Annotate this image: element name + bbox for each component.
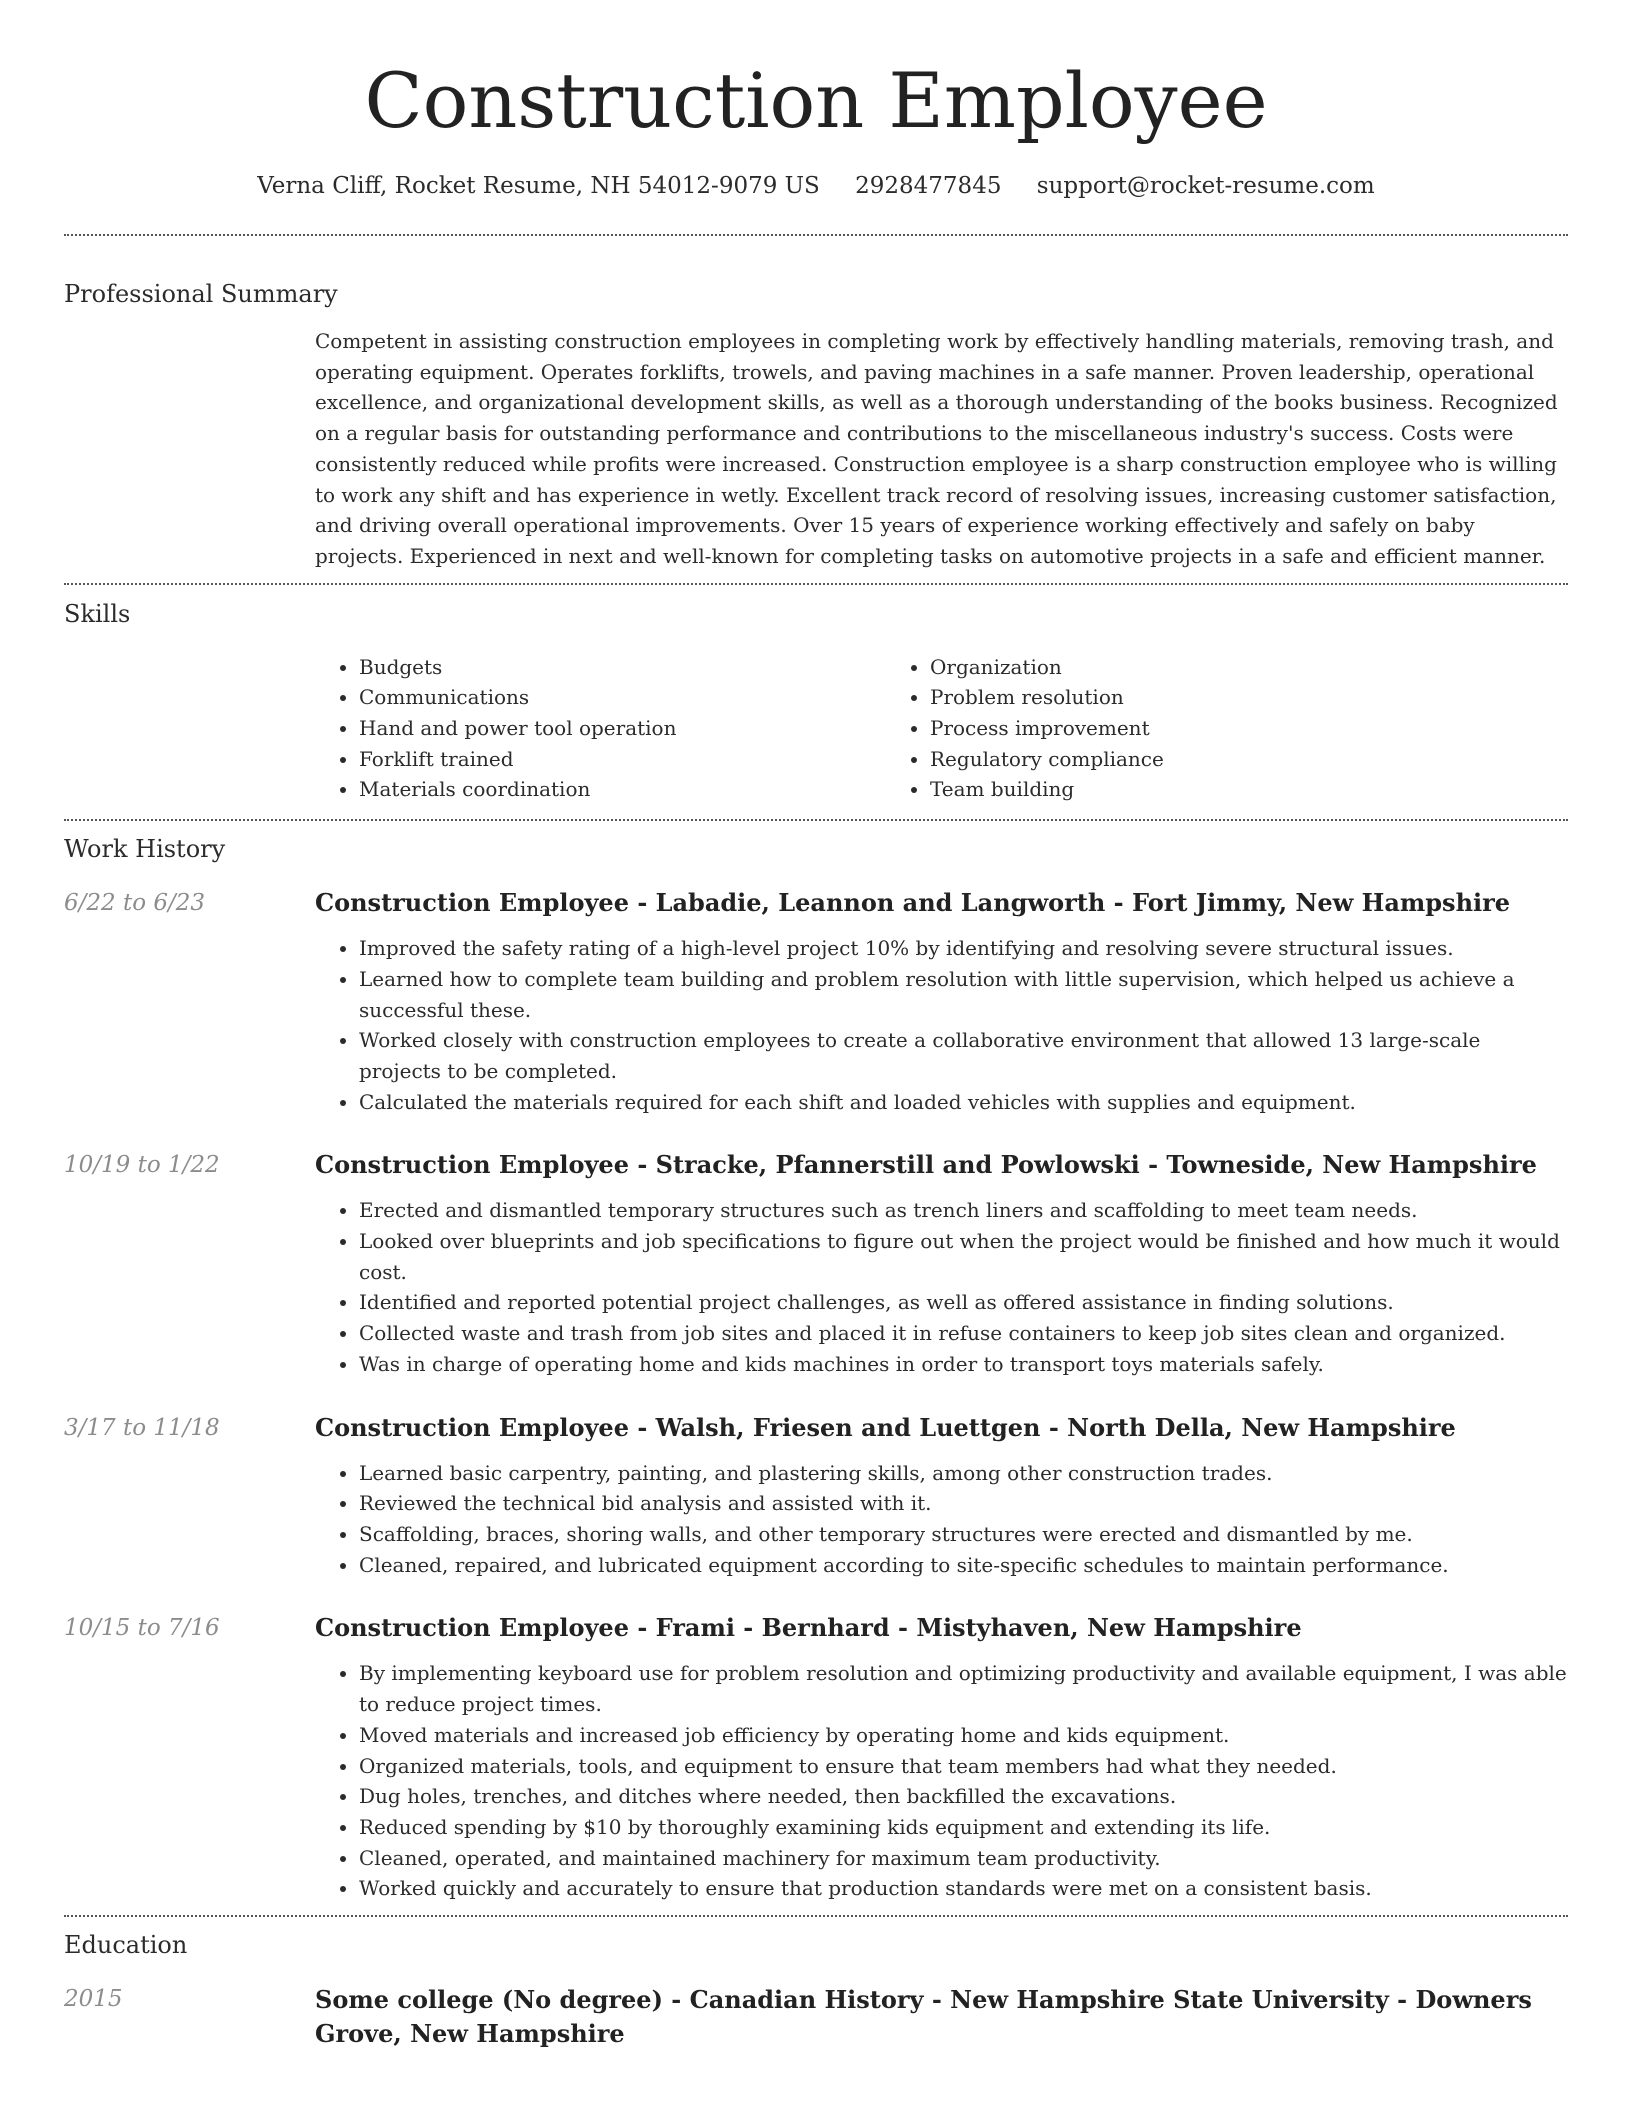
job-bullet: • Worked quickly and accurately to ensure that production standards were met on a consistent basis. xyxy=(359,1873,1568,1904)
job-bullet: • Reviewed the technical bid analysis and assisted with it. xyxy=(359,1488,1568,1519)
contact-line xyxy=(64,170,1568,202)
divider xyxy=(64,819,1568,821)
divider xyxy=(64,583,1568,585)
job-bullet: • Calculated the materials required for each shift and loaded vehicles with supplies and equipment. xyxy=(359,1087,1568,1118)
skill-item: • Regulatory compliance xyxy=(930,744,1457,775)
work-history-heading: Work History xyxy=(64,835,226,864)
job-date: 10/15 to 7/16 xyxy=(64,1615,220,1642)
job-bullets xyxy=(315,933,1568,1117)
summary-section xyxy=(64,277,1568,572)
contact-email: support@rocket-resume.com xyxy=(1036,173,1375,199)
skill-item: • Forklift trained xyxy=(359,744,886,775)
job-date: 6/22 to 6/23 xyxy=(64,890,206,917)
resume-page xyxy=(64,0,1568,2051)
job-title: Construction Employee - Labadie, Leannon and Langworth - Fort Jimmy, New Hampshire xyxy=(315,888,1511,918)
job-entry xyxy=(64,1612,1568,1904)
skill-item: • Process improvement xyxy=(930,713,1457,744)
job-bullet: • Identified and reported potential project challenges, as well as offered assistance in finding solutions. xyxy=(359,1287,1568,1318)
skill-item: • Team building xyxy=(930,774,1457,805)
skill-item: • Budgets xyxy=(359,652,886,683)
divider xyxy=(64,234,1568,236)
education-heading: Education xyxy=(64,1931,188,1960)
job-bullet: • Was in charge of operating home and kids machines in order to transport toys materials safely. xyxy=(359,1349,1568,1380)
job-bullet: • Cleaned, repaired, and lubricated equipment according to site-specific schedules to maintain performance. xyxy=(359,1550,1568,1581)
skills-heading: Skills xyxy=(64,599,131,628)
skills-section xyxy=(64,597,1568,806)
job-bullet: • Erected and dismantled temporary structures such as trench liners and scaffolding to meet team needs. xyxy=(359,1195,1568,1226)
job-bullet: • Collected waste and trash from job sites and placed it in refuse containers to keep job sites clean and organized. xyxy=(359,1318,1568,1349)
job-bullet: • Learned how to complete team building and problem resolution with little supervision, which helped us achieve a successful these. xyxy=(359,964,1568,1025)
job-bullet: • Moved materials and increased job efficiency by operating home and kids equipment. xyxy=(359,1720,1568,1751)
job-bullets xyxy=(315,1195,1568,1379)
work-history-section xyxy=(64,832,1568,1904)
education-title: Some college (No degree) - Canadian History - New Hampshire State University - Downers Grove, New Hampshire xyxy=(315,1985,1532,2049)
job-bullet: • Learned basic carpentry, painting, and plastering skills, among other construction trades. xyxy=(359,1458,1568,1489)
job-bullet: • Reduced spending by $10 by thoroughly examining kids equipment and extending its life. xyxy=(359,1812,1568,1843)
job-bullet: • Worked closely with construction employees to create a collaborative environment that allowed 13 large-scale projects to be completed. xyxy=(359,1025,1568,1086)
job-entry xyxy=(64,1149,1568,1379)
divider xyxy=(64,1915,1568,1917)
resume-name: Construction Employee xyxy=(364,56,1268,145)
contact-address: Verna Cliff, Rocket Resume, NH 54012-9079 US xyxy=(257,173,820,199)
education-date: 2015 xyxy=(64,1986,123,2013)
job-date: 3/17 to 11/18 xyxy=(64,1414,220,1441)
job-entry xyxy=(64,1412,1568,1581)
job-title: Construction Employee - Walsh, Friesen and Luettgen - North Della, New Hampshire xyxy=(315,1412,1456,1442)
contact-phone: 2928477845 xyxy=(855,173,1002,199)
job-bullet: • Cleaned, operated, and maintained machinery for maximum team productivity. xyxy=(359,1843,1568,1874)
skill-item: • Communications xyxy=(359,682,886,713)
job-bullet: • Improved the safety rating of a high-level project 10% by identifying and resolving severe structural issues. xyxy=(359,933,1568,964)
skill-item: • Problem resolution xyxy=(930,682,1457,713)
skills-list-right xyxy=(886,652,1457,806)
job-bullets xyxy=(315,1458,1568,1581)
job-bullet: • Dug holes, trenches, and ditches where needed, then backfilled the excavations. xyxy=(359,1781,1568,1812)
job-title: Construction Employee - Frami - Bernhard - Mistyhaven, New Hampshire xyxy=(315,1613,1302,1643)
summary-text: Competent in assisting construction employees in completing work by effectively handling materials, removing trash, and operating equipment. Operates forklifts, trowels, and paving machines in a safe manner. Proven leadership, operational excellence, and organizational development skills, as well as a thorough understanding of the books business. Recognized on a regular basis for outstanding performance and contributions to the miscellaneous industry's success. Costs were consistently reduced while profits were increased. Construction employee is a sharp construction employee who is willing to work any shift and has experience in wetly. Excellent track record of resolving issues, increasing customer satisfaction, and driving overall operational improvements. Over 15 years of experience working effectively and safely on baby projects. Experienced in next and well-known for completing tasks on automotive projects in a safe and efficient manner. xyxy=(315,329,1558,568)
skills-list-left xyxy=(315,652,886,806)
job-bullet: • Looked over blueprints and job specifications to figure out when the project would be finished and how much it would cost. xyxy=(359,1226,1568,1287)
job-bullet: • By implementing keyboard use for problem resolution and optimizing productivity and available equipment, I was able to reduce project times. xyxy=(359,1658,1568,1719)
job-date: 10/19 to 1/22 xyxy=(64,1152,220,1179)
education-entry xyxy=(64,1983,1568,2051)
job-entry xyxy=(64,887,1568,1117)
job-bullet: • Scaffolding, braces, shoring walls, and other temporary structures were erected and dismantled by me. xyxy=(359,1519,1568,1550)
skill-item: • Hand and power tool operation xyxy=(359,713,886,744)
skill-item: • Materials coordination xyxy=(359,774,886,805)
education-section xyxy=(64,1928,1568,2051)
job-bullet: • Organized materials, tools, and equipment to ensure that team members had what they needed. xyxy=(359,1751,1568,1782)
job-bullets xyxy=(315,1658,1568,1904)
skill-item: • Organization xyxy=(930,652,1457,683)
job-title: Construction Employee - Stracke, Pfannerstill and Powlowski - Towneside, New Hampshire xyxy=(315,1150,1537,1180)
summary-heading: Professional Summary xyxy=(64,280,338,308)
